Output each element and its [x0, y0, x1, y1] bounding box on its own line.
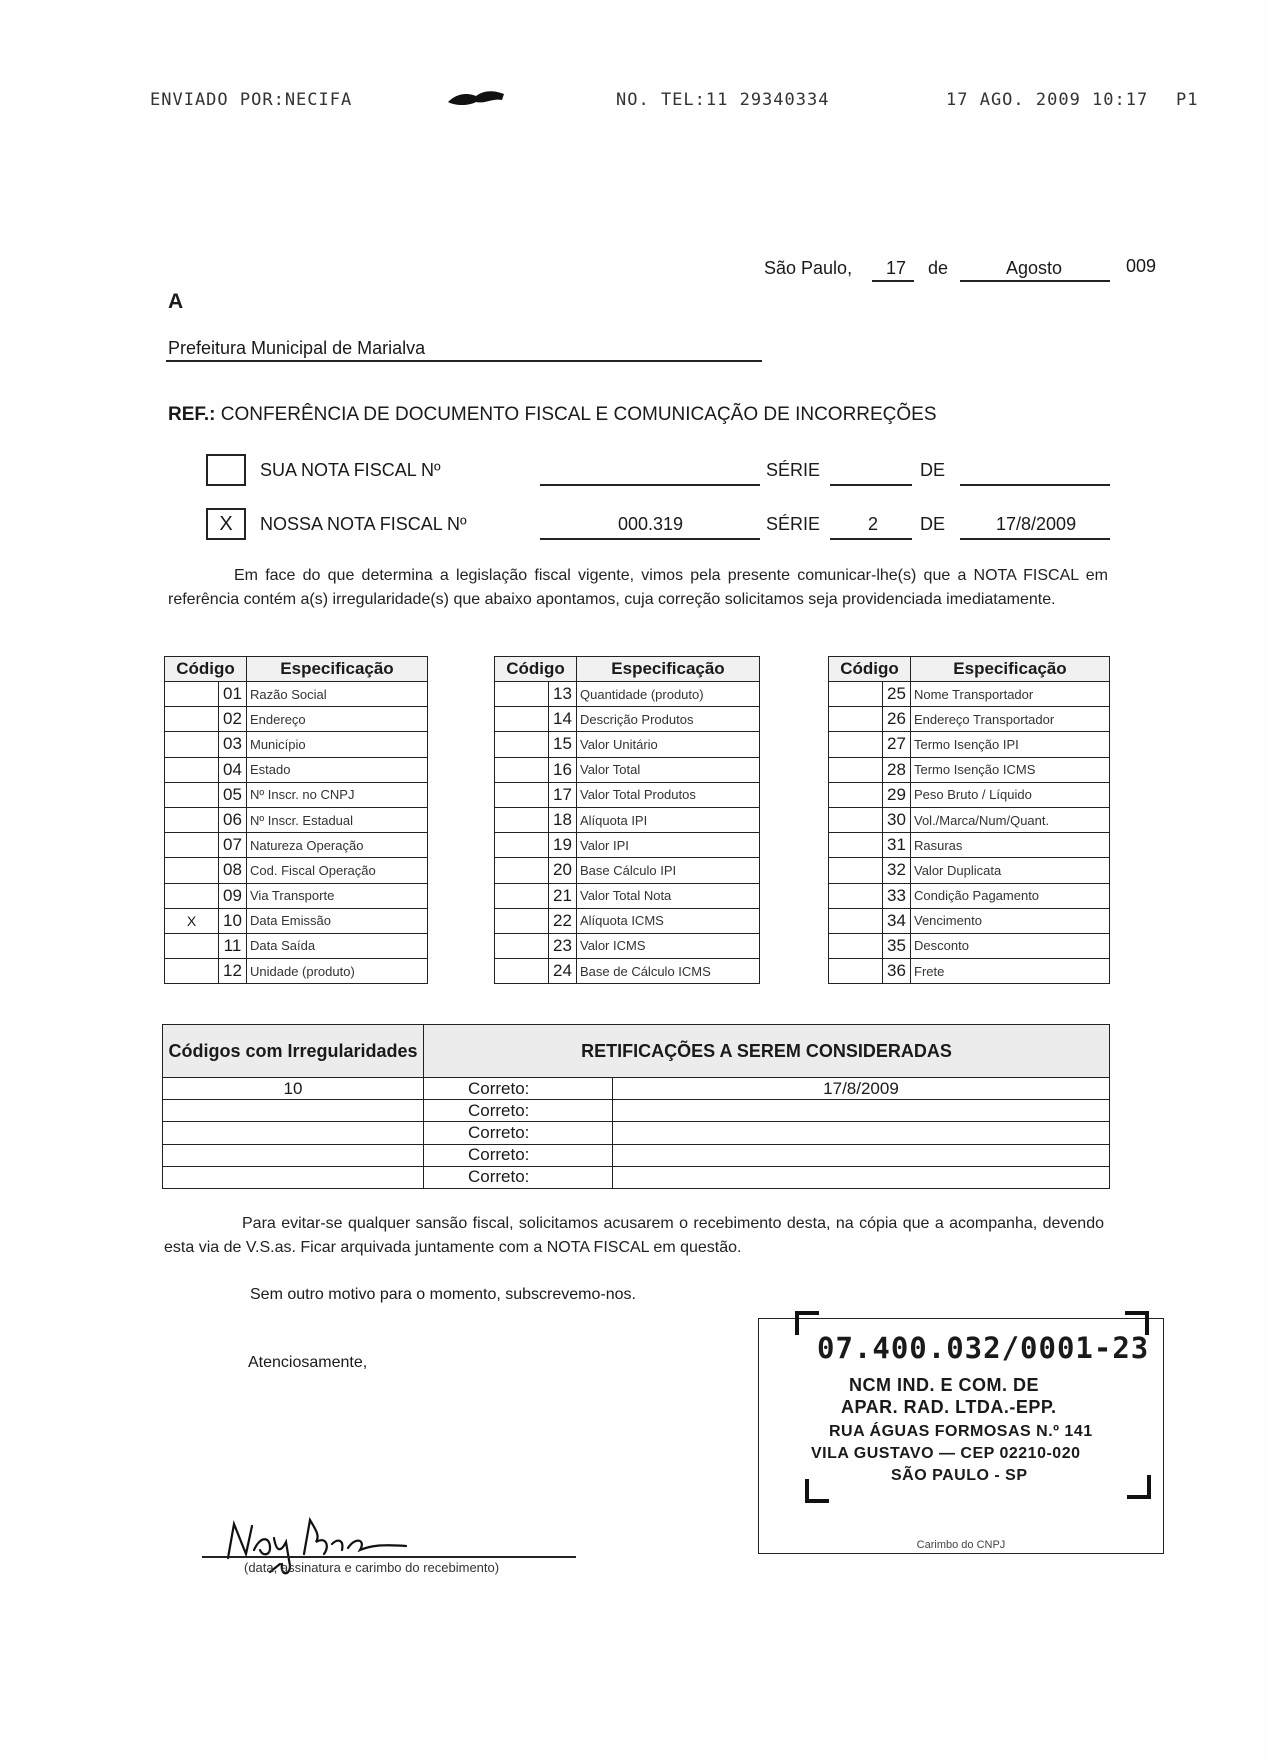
code-specification: Unidade (produto) [247, 959, 428, 984]
code-number: 20 [549, 858, 577, 883]
code-number: 03 [219, 732, 247, 757]
code-number: 01 [219, 682, 247, 707]
code-number: 27 [883, 732, 911, 757]
code-mark [829, 807, 883, 832]
signature-line [202, 1556, 576, 1558]
stamp-caption: Carimbo do CNPJ [916, 1539, 1006, 1551]
code-mark [165, 933, 219, 958]
code-number: 16 [549, 757, 577, 782]
cnpj-stamp [758, 1318, 1164, 1554]
code-number: 11 [219, 933, 247, 958]
code-mark [829, 908, 883, 933]
code-row [829, 959, 1110, 984]
code-row [495, 807, 760, 832]
sua-nota-checkbox [206, 454, 246, 486]
closing-paragraph: Para evitar-se qualquer sansão fiscal, solicitamos acusarem o recebimento desta, na cópia que a acompanha, devendo esta via de V.S.as. Ficar arquivada juntamente com a NOTA FISCAL em questão. [164, 1215, 1104, 1256]
code-row [829, 782, 1110, 807]
date-month-underline [960, 280, 1110, 282]
closing-line: Sem outro motivo para o momento, subscrevemo-nos. [250, 1286, 636, 1303]
code-mark [829, 707, 883, 732]
code-number: 06 [219, 807, 247, 832]
code-specification: Endereço [247, 707, 428, 732]
codes-table-2 [494, 656, 760, 984]
ref-label: REF.: [168, 404, 216, 425]
code-mark [165, 833, 219, 858]
sua-nota-number-underline [540, 484, 760, 486]
addressee-underline [166, 360, 762, 362]
codes-table-3-header-especificacao: Especificação [911, 657, 1110, 682]
code-specification: Endereço Transportador [911, 707, 1110, 732]
retificacoes-header-title: RETIFICAÇÕES A SEREM CONSIDERADAS [424, 1025, 1110, 1078]
retificacao-label: Correto: [424, 1078, 613, 1100]
code-row [165, 707, 428, 732]
code-number: 36 [883, 959, 911, 984]
code-mark [165, 959, 219, 984]
code-number: 25 [883, 682, 911, 707]
nossa-nota-number-underline [540, 538, 760, 540]
code-mark [495, 782, 549, 807]
intro-paragraph: Em face do que determina a legislação fiscal vigente, vimos pela presente comunicar-lhe(s) que a NOTA FISCAL em referência contém a(s) irregularidade(s) que abaixo apontamos, cuja correção solicitamos seja providenciada imediatamente. [168, 567, 1108, 608]
code-number: 35 [883, 933, 911, 958]
sua-nota-de-label: DE [920, 460, 946, 480]
code-number: 19 [549, 833, 577, 858]
code-row [829, 833, 1110, 858]
retificacao-label: Correto: [424, 1100, 613, 1122]
code-number: 28 [883, 757, 911, 782]
code-specification: Termo Isenção IPI [911, 732, 1110, 757]
code-number: 15 [549, 732, 577, 757]
codes-table-3-header-codigo: Código [829, 657, 911, 682]
code-row [495, 833, 760, 858]
retificacao-code [163, 1122, 424, 1144]
code-mark [165, 858, 219, 883]
code-mark [165, 732, 219, 757]
code-mark [829, 757, 883, 782]
code-mark [495, 732, 549, 757]
code-row [495, 933, 760, 958]
stamp-corner-br [1127, 1475, 1151, 1499]
code-specification: Nº Inscr. no CNPJ [247, 782, 428, 807]
sua-nota-date-underline [960, 484, 1110, 486]
stamp-line-1: NCM IND. E COM. DE [849, 1375, 1040, 1395]
retificacao-row [163, 1144, 1110, 1166]
code-row [165, 682, 428, 707]
code-specification: Data Emissão [247, 908, 428, 933]
code-mark [495, 682, 549, 707]
code-mark [165, 782, 219, 807]
date-city: São Paulo, [764, 258, 853, 278]
code-specification: Município [247, 732, 428, 757]
code-row [829, 732, 1110, 757]
code-mark [829, 858, 883, 883]
code-specification: Valor Total Produtos [577, 782, 760, 807]
code-mark: X [165, 908, 219, 933]
code-mark [495, 757, 549, 782]
code-mark [495, 883, 549, 908]
code-mark [495, 807, 549, 832]
code-mark [495, 933, 549, 958]
code-row [495, 858, 760, 883]
code-row [165, 883, 428, 908]
nossa-nota-serie-label: SÉRIE [766, 514, 821, 534]
code-mark [495, 908, 549, 933]
sua-nota-serie-label: SÉRIE [766, 460, 821, 480]
code-mark [829, 883, 883, 908]
retificacao-value [613, 1122, 1110, 1144]
code-specification: Base de Cálculo ICMS [577, 959, 760, 984]
code-specification: Vencimento [911, 908, 1110, 933]
retificacao-label: Correto: [424, 1122, 613, 1144]
retificacao-row [163, 1166, 1110, 1188]
stamp-corner-tl [795, 1311, 819, 1335]
code-number: 31 [883, 833, 911, 858]
code-row [495, 732, 760, 757]
fax-phone: NO. TEL:11 29340334 [616, 90, 830, 110]
code-mark [165, 883, 219, 908]
fax-datetime: 17 AGO. 2009 10:17 [946, 90, 1149, 110]
code-number: 09 [219, 883, 247, 908]
ref-line [168, 404, 937, 426]
code-number: 14 [549, 707, 577, 732]
nossa-nota-label: NOSSA NOTA FISCAL Nº [260, 514, 467, 534]
code-row [495, 883, 760, 908]
code-row [165, 732, 428, 757]
stamp-line-3: RUA ÁGUAS FORMOSAS N.º 141 [829, 1423, 1093, 1440]
stamp-line-4: VILA GUSTAVO — CEP 02210-020 [811, 1445, 1081, 1462]
addressee-label: A [168, 290, 184, 313]
date-day: 17 [886, 258, 907, 278]
code-specification: Quantidade (produto) [577, 682, 760, 707]
code-number: 08 [219, 858, 247, 883]
retificacoes-table [162, 1024, 1110, 1189]
code-row [165, 807, 428, 832]
retificacao-label: Correto: [424, 1166, 613, 1188]
code-specification: Nome Transportador [911, 682, 1110, 707]
nossa-nota-number: 000.319 [618, 514, 684, 534]
retificacao-row [163, 1122, 1110, 1144]
code-row [495, 908, 760, 933]
code-row [165, 933, 428, 958]
code-specification: Desconto [911, 933, 1110, 958]
nossa-nota-serie-underline [830, 538, 912, 540]
code-number: 12 [219, 959, 247, 984]
code-specification: Valor Total [577, 757, 760, 782]
code-number: 18 [549, 807, 577, 832]
date-month: Agosto [1006, 258, 1063, 278]
code-row [495, 782, 760, 807]
code-specification: Valor IPI [577, 833, 760, 858]
code-specification: Cod. Fiscal Operação [247, 858, 428, 883]
code-row [829, 707, 1110, 732]
code-number: 07 [219, 833, 247, 858]
code-row [165, 757, 428, 782]
code-specification: Frete [911, 959, 1110, 984]
code-number: 23 [549, 933, 577, 958]
code-number: 24 [549, 959, 577, 984]
code-number: 30 [883, 807, 911, 832]
code-row [829, 883, 1110, 908]
codes-table-3 [828, 656, 1110, 984]
code-mark [165, 707, 219, 732]
code-number: 13 [549, 682, 577, 707]
code-specification: Natureza Operação [247, 833, 428, 858]
code-row [829, 908, 1110, 933]
code-row [495, 682, 760, 707]
code-number: 05 [219, 782, 247, 807]
code-row [165, 858, 428, 883]
code-specification: Valor ICMS [577, 933, 760, 958]
code-row [829, 757, 1110, 782]
code-row [165, 833, 428, 858]
code-number: 04 [219, 757, 247, 782]
code-mark [495, 858, 549, 883]
code-row [495, 757, 760, 782]
code-row [829, 682, 1110, 707]
code-specification: Valor Total Nota [577, 883, 760, 908]
retificacao-code: 10 [163, 1078, 424, 1100]
code-mark [165, 807, 219, 832]
code-mark [495, 707, 549, 732]
code-specification: Alíquota ICMS [577, 908, 760, 933]
code-specification: Peso Bruto / Líquido [911, 782, 1110, 807]
code-row [495, 707, 760, 732]
signature-caption: (data, assinatura e carimbo do recebimento) [244, 1560, 500, 1575]
code-mark [829, 682, 883, 707]
code-mark [495, 833, 549, 858]
addressee-name: Prefeitura Municipal de Marialva [168, 338, 426, 358]
code-number: 26 [883, 707, 911, 732]
ink-blot-mark [446, 88, 506, 108]
code-specification: Termo Isenção ICMS [911, 757, 1110, 782]
code-number: 17 [549, 782, 577, 807]
code-specification: Rasuras [911, 833, 1110, 858]
code-row [165, 959, 428, 984]
retificacao-label: Correto: [424, 1144, 613, 1166]
code-specification: Data Saída [247, 933, 428, 958]
code-number: 29 [883, 782, 911, 807]
code-number: 33 [883, 883, 911, 908]
nossa-nota-serie: 2 [868, 514, 879, 534]
code-specification: Descrição Produtos [577, 707, 760, 732]
code-row [165, 782, 428, 807]
date-year: 009 [1126, 256, 1157, 276]
code-mark [829, 732, 883, 757]
code-mark [495, 959, 549, 984]
code-row [829, 933, 1110, 958]
code-number: 02 [219, 707, 247, 732]
code-mark [829, 933, 883, 958]
nossa-nota-date: 17/8/2009 [996, 514, 1077, 534]
code-number: 32 [883, 858, 911, 883]
nossa-nota-date-underline [960, 538, 1110, 540]
code-row [495, 959, 760, 984]
retificacao-value: 17/8/2009 [613, 1078, 1110, 1100]
codes-table-1-header-especificacao: Especificação [247, 657, 428, 682]
code-mark [829, 782, 883, 807]
retificacao-code [163, 1144, 424, 1166]
fax-sender: ENVIADO POR:NECIFA [150, 90, 353, 110]
code-mark [165, 682, 219, 707]
code-specification: Estado [247, 757, 428, 782]
code-row [829, 807, 1110, 832]
fax-page: P1 [1176, 90, 1199, 110]
date-de: de [928, 258, 949, 278]
code-mark [165, 757, 219, 782]
code-specification: Valor Unitário [577, 732, 760, 757]
codes-table-1 [164, 656, 428, 984]
code-number: 21 [549, 883, 577, 908]
code-mark [829, 959, 883, 984]
sua-nota-serie-underline [830, 484, 912, 486]
retificacao-row [163, 1078, 1110, 1100]
code-specification: Alíquota IPI [577, 807, 760, 832]
retificacao-code [163, 1100, 424, 1122]
retificacao-code [163, 1166, 424, 1188]
code-row [165, 908, 428, 933]
stamp-line-5: SÃO PAULO - SP [891, 1467, 1028, 1484]
regards: Atenciosamente, [248, 1354, 368, 1371]
codes-table-2-header-codigo: Código [495, 657, 577, 682]
code-specification: Vol./Marca/Num/Quant. [911, 807, 1110, 832]
code-specification: Base Cálculo IPI [577, 858, 760, 883]
code-specification: Nº Inscr. Estadual [247, 807, 428, 832]
code-number: 22 [549, 908, 577, 933]
retificacao-value [613, 1166, 1110, 1188]
code-specification: Razão Social [247, 682, 428, 707]
date-day-underline [872, 280, 914, 282]
ref-text: CONFERÊNCIA DE DOCUMENTO FISCAL E COMUNICAÇÃO DE INCORREÇÕES [220, 404, 937, 425]
code-number: 34 [883, 908, 911, 933]
retificacoes-header-codes: Códigos com Irregularidades [163, 1025, 424, 1078]
nossa-nota-checkbox: X [206, 508, 246, 540]
nossa-nota-de-label: DE [920, 514, 946, 534]
code-mark [829, 833, 883, 858]
code-specification: Valor Duplicata [911, 858, 1110, 883]
retificacao-value [613, 1100, 1110, 1122]
code-specification: Via Transporte [247, 883, 428, 908]
stamp-corner-bl [805, 1479, 829, 1503]
code-specification: Condição Pagamento [911, 883, 1110, 908]
codes-table-2-header-especificacao: Especificação [577, 657, 760, 682]
retificacao-row [163, 1100, 1110, 1122]
stamp-line-2: APAR. RAD. LTDA.-EPP. [841, 1397, 1057, 1417]
retificacao-value [613, 1144, 1110, 1166]
code-number: 10 [219, 908, 247, 933]
sua-nota-label: SUA NOTA FISCAL Nº [260, 460, 441, 480]
codes-table-1-header-codigo: Código [165, 657, 247, 682]
code-row [829, 858, 1110, 883]
stamp-cnpj: 07.400.032/0001-23 [817, 1331, 1150, 1365]
